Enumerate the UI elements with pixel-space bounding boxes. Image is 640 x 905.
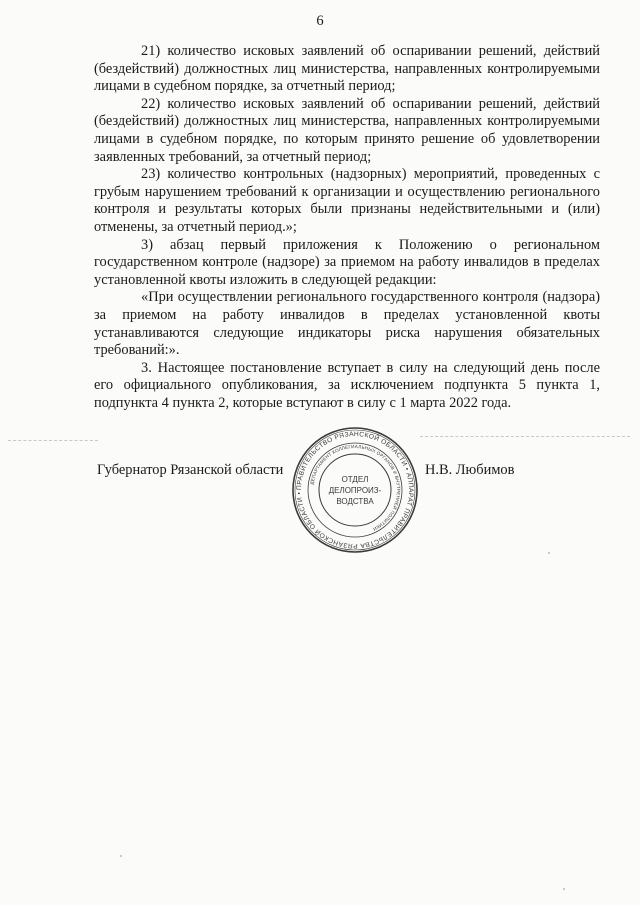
stamp-center-line-3: ВОДСТВА (336, 497, 374, 506)
document-body (94, 43, 600, 412)
scan-artifact-line (8, 440, 98, 441)
scan-speck (120, 855, 122, 857)
page-number: 6 (316, 13, 324, 29)
paragraph-quote: «При осуществлении регионального государственного контроля (надзора) за приемом на работу инвалидов в пределах установленной квоты устанавливаются следующие индикаторы риска нарушения обязательных требований:». (94, 289, 600, 359)
scan-speck (563, 888, 565, 890)
paragraph-22: 22) количество исковых заявлений об оспаривании решений, действий (бездействий) должностных лиц министерства, направленных контролируемыми лицами в судебном порядке, по которым принято решение об удовлетворении заявленных требований, за отчетный период; (94, 95, 600, 165)
scan-artifact-line (420, 436, 630, 437)
stamp-outer-text: ПРАВИТЕЛЬСТВО РЯЗАНСКОЙ ОБЛАСТИ • АППАРАТ ПРАВИТЕЛЬСТВА РЯЗАНСКОЙ ОБЛАСТИ • (295, 430, 415, 550)
paragraph-item-3: 3) абзац первый приложения к Положению о региональном государственном контроле (надзоре) за приемом на работу инвалидов в пределах установленной квоты изложить в следующей редакции: (94, 236, 600, 288)
stamp-center-line-1: ОТДЕЛ (341, 475, 369, 484)
signatory-name: Н.В. Любимов (425, 462, 515, 478)
scan-speck (548, 552, 550, 554)
official-stamp (291, 426, 419, 554)
paragraph-23: 23) количество контрольных (надзорных) мероприятий, проведенных с грубым нарушением требований к организации и осуществлению регионального контроля и результаты которых были признаны недействительными и (или) отменены, за отчетный период.»; (94, 166, 600, 235)
stamp-center-line-2: ДЕЛОПРОИЗ- (328, 486, 382, 495)
paragraph-effective-date: 3. Настоящее постановление вступает в силу на следующий день после его официального опубликования, за исключением подпункта 5 пункта 1, подпункта 4 пункта 2, которые вступают в силу с 1 марта 2022 года. (94, 359, 600, 411)
stamp-inner-text: ДЕПАРТАМЕНТ КОЛЛЕГИАЛЬНЫХ ОРГАНОВ И ВНУТРЕННЕЙ ПОЛИТИКИ (309, 443, 402, 532)
signatory-position: Губернатор Рязанской области (97, 462, 284, 478)
paragraph-21: 21) количество исковых заявлений об оспаривании решений, действий (бездействий) должностных лиц министерства, направленных контролируемыми лицами в судебном порядке, за отчетный период; (94, 43, 600, 95)
